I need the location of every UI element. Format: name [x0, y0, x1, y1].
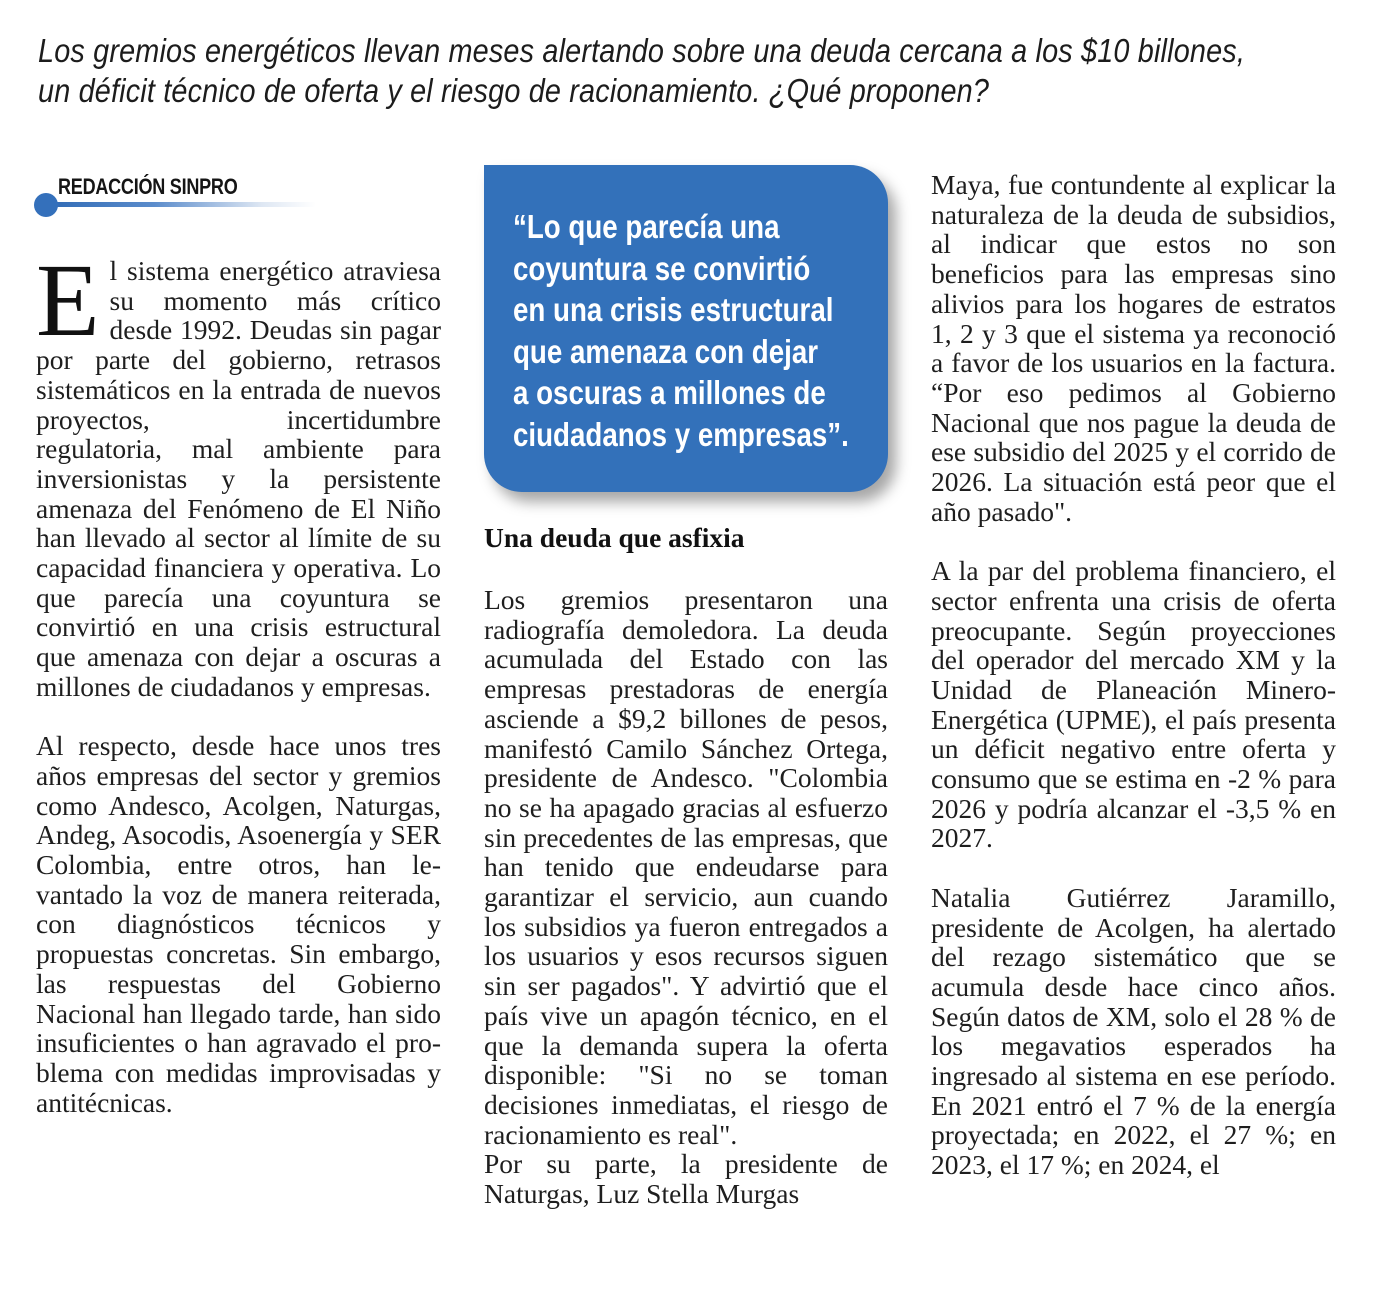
bullet-dot-icon	[34, 193, 58, 217]
byline	[34, 172, 324, 222]
body-paragraph: Maya, fue contundente al explicar la naturaleza de la deuda de subsidios, al indicar que estos no son beneficios para las empresas sino alivios para los hogares de estratos 1, 2 y 3 que el sistema ya reconoció a favor de los usuarios en la factura. “Por eso pedimos al Gobierno Nacional que nos pague la deuda de ese subsidio del 2025 y el corrido de 2026. La situación está peor que el año pasado".	[931, 169, 1336, 527]
section-heading: Una deuda que asfixia	[484, 522, 745, 553]
body-paragraph: Por su parte, la presidente de Naturgas, Luz Stella Murgas	[484, 1148, 888, 1210]
byline-author: REDACCIÓN SINPRO	[58, 174, 238, 199]
body-paragraph: Natalia Gutiérrez Jaramillo, presidente de Acolgen, ha alertado del rezago sistemático que se acumula desde hace cinco años. Según datos de XM, solo el 28 % de los megavatios esperados ha ingresado al sistema en ese período. En 2021 entró el 7 % de la energía proyectada; en 2022, el 27 %; en 2023, el 17 %; en 2024, el	[931, 881, 1336, 1181]
article-column-1	[36, 243, 441, 1118]
paragraph-text: l sistema energético atraviesa su momento más crítico desde 1992. Deudas sin pagar por parte del gobierno, retrasos sistemáticos en la entrada de nuevos proyectos, incertidumbre regulatoria, mal ambiente para inversionistas y la persistente amenaza del Fenómeno de El Niño han llevado al sector al límite de su capacidad financiera y operativa. Lo que parecía una coyuntura se convirtió en una crisis estructural que amenaza con dejar a oscuras a millones de ciudadanos y empresas.	[36, 255, 441, 702]
pull-quote-line: en una crisis estructural	[513, 291, 834, 328]
article-column-3	[931, 170, 1336, 1180]
subtitle-line: un déficit técnico de oferta y el riesgo de racionamiento. ¿Qué proponen?	[38, 73, 990, 110]
article-subtitle	[38, 32, 1246, 112]
pull-quote-text	[513, 206, 866, 455]
pull-quote-line: ciudadanos y empresas”.	[513, 415, 849, 453]
byline-rule	[46, 202, 316, 207]
pull-quote-line: que amenaza con dejar	[513, 332, 819, 370]
body-paragraph: Al respecto, desde hace unos tres años empresas del sector y gremios como Andesco, Acolgen, Naturgas, Andeg, Asocodis, Asoenergía y SER Colombia, entre otros, han levantado la voz de manera reiterada, con diagnósticos técnicos y propuestas concretas. Sin embargo, las respuestas del Gobierno Nacional han llegado tarde, han sido insuficientes o han agravado el problema con medidas improvisadas y antitécnicas.	[36, 730, 441, 1118]
pull-quote-box	[484, 165, 888, 492]
pull-quote-line: “Lo que parecía una	[513, 208, 780, 245]
body-paragraph	[36, 243, 441, 702]
body-paragraph: A la par del problema financiero, el sector enfrenta una crisis de oferta preocupante. Según proyecciones del operador del mercado XM y la Unidad de Planeación Minero-Energética (UPME), el país presenta un déficit negativo entre oferta y consumo que se estima en -2 % para 2026 y podría alcanzar el -3,5 % en 2027.	[931, 555, 1336, 854]
pull-quote-line: coyuntura se convirtió	[513, 249, 811, 287]
body-paragraph: Los gremios presentaron una radiografía demoledora. La deuda acumulada del Estado con las empresas prestadoras de energía asciende a $9,2 billones de pesos, manifestó Camilo Sánchez Ortega, presidente de Andesco. "Colombia no se ha apagado gracias al esfuerzo sin precedentes de las empresas, que han tenido que endeudarse para garantizar el servicio, aun cuando los subsidios ya fueron entregados a los usuarios y esos recursos siguen sin ser pagados". Y advirtió que el país vive un apagón técnico, en el que la demanda supera la oferta disponible: "Si no se toman decisiones inmediatas, el riesgo de racionamiento es real".	[484, 584, 888, 1150]
drop-cap: E	[36, 243, 100, 358]
pull-quote-line: a oscuras a millones de	[513, 374, 826, 411]
subtitle-line: Los gremios energéticos llevan meses alertando sobre una deuda cercana a los $10 billones,	[38, 33, 1246, 70]
article-column-2	[484, 585, 888, 1209]
